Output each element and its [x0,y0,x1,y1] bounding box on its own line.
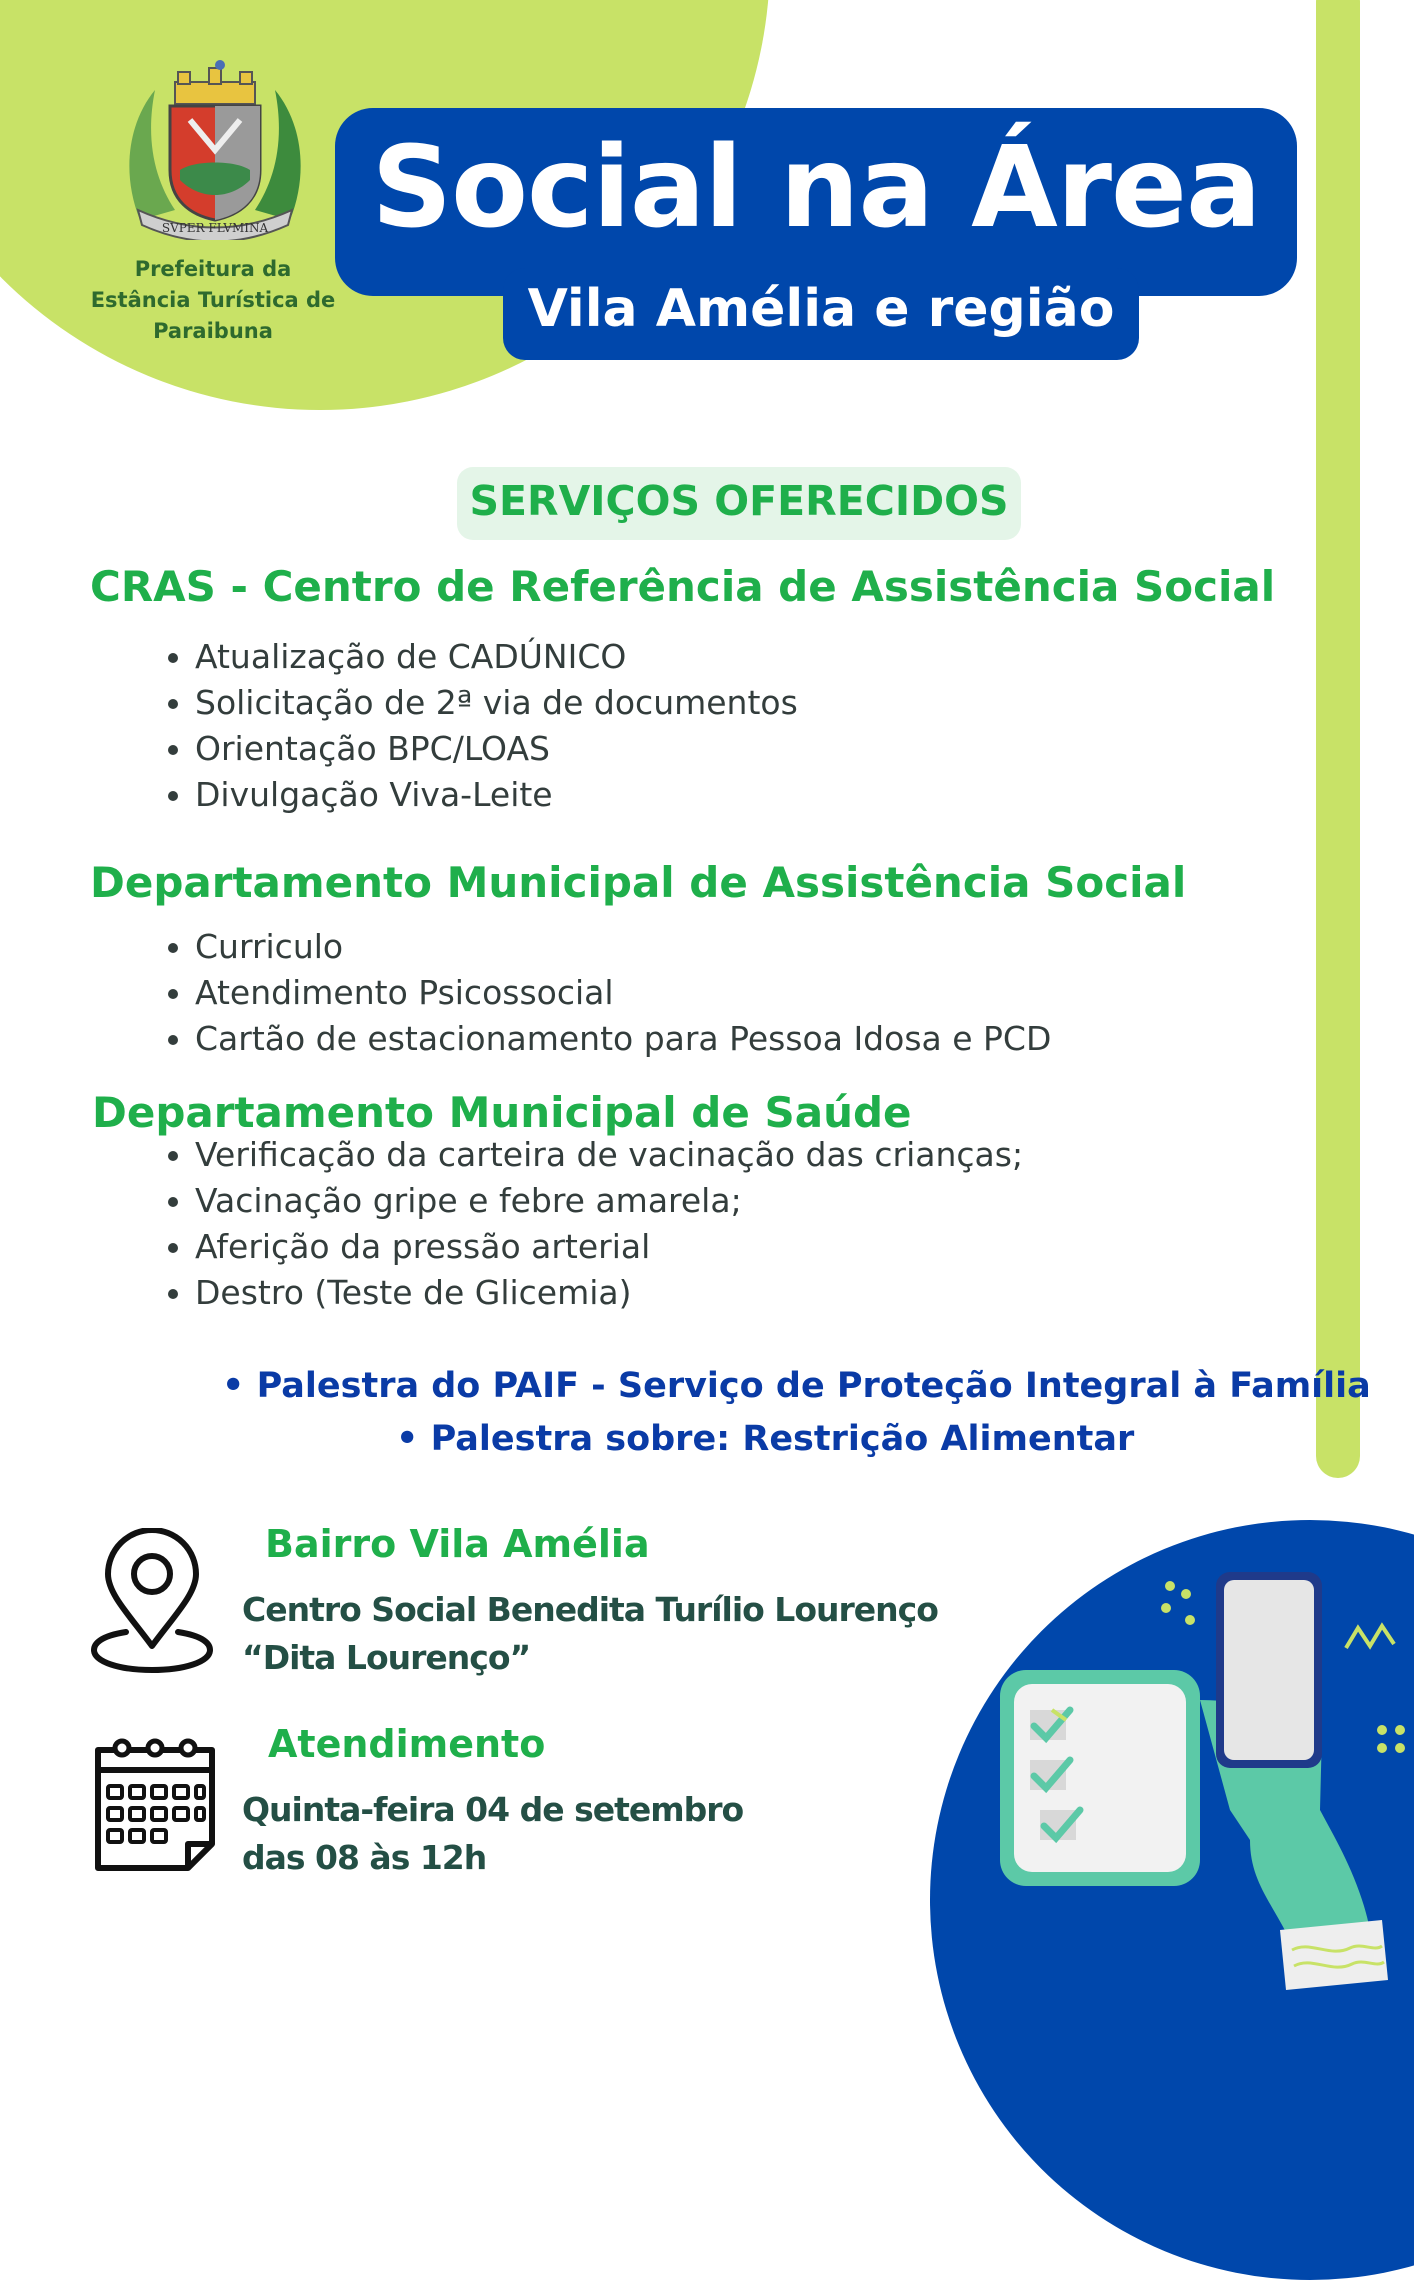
list-item: • Aferição da pressão arterial [195,1224,1023,1270]
list-item: • Curriculo [195,924,1051,970]
services-heading: SERVIÇOS OFERECIDOS [469,477,1009,525]
city-coat-of-arms-icon [120,60,310,240]
list-item: • Cartão de estacionamento para Pessoa Idosa e PCD [195,1016,1051,1062]
section-title-assistencia: Departamento Municipal de Assistência Social [90,858,1187,907]
address-line: Centro Social Benedita Turílio Lourenço [242,1590,938,1629]
assistencia-services-list [150,924,1051,1062]
list-item: • Verificação da carteira de vacinação das crianças; [195,1132,1023,1178]
right-lime-bar [1316,0,1360,1478]
schedule-details [242,1786,743,1882]
list-item: • Solicitação de 2ª via de documentos [195,680,798,726]
list-item: • Atendimento Psicossocial [195,970,1051,1016]
list-item: • Destro (Teste de Glicemia) [195,1270,1023,1316]
talk-restricao: • Palestra sobre: Restrição Alimentar [396,1419,1135,1459]
location-heading: Bairro Vila Amélia [265,1522,650,1566]
list-item: • Vacinação gripe e febre amarela; [195,1178,1023,1224]
calendar-icon [92,1732,218,1874]
page-title: Social na Área [371,123,1261,253]
location-pin-icon [90,1528,214,1676]
talk-paif: • Palestra do PAIF - Serviço de Proteção Integral à Família [222,1366,1371,1406]
cras-services-list [150,634,798,818]
prefeitura-caption [78,254,348,347]
caption-line: Paraibuna [153,319,273,343]
section-title-cras: CRAS - Centro de Referência de Assistência Social [90,562,1276,611]
schedule-line: Quinta-feira 04 de setembro [242,1790,744,1829]
saude-services-list [150,1132,1023,1316]
address-line: “Dita Lourenço” [242,1638,531,1677]
list-item: • Atualização de CADÚNICO [195,634,798,680]
location-address [242,1586,938,1682]
caption-line: Estância Turística de [90,288,336,312]
page-subtitle: Vila Amélia e região [527,279,1115,339]
talk-restricao-label: Palestra sobre: Restrição Alimentar [430,1419,1135,1459]
list-item: • Divulgação Viva-Leite [195,772,798,818]
schedule-heading: Atendimento [268,1722,546,1766]
schedule-line: das 08 às 12h [242,1838,487,1877]
checklist-phone-illustration-icon [990,1560,1414,2000]
list-item: • Orientação BPC/LOAS [195,726,798,772]
section-title-saude: Departamento Municipal de Saúde [92,1088,912,1137]
svg-text:SVPER FLVMINA: SVPER FLVMINA [161,221,269,235]
talk-paif-label: Palestra do PAIF - Serviço de Proteção Integral à Família [256,1366,1371,1406]
caption-line: Prefeitura da [134,257,292,281]
